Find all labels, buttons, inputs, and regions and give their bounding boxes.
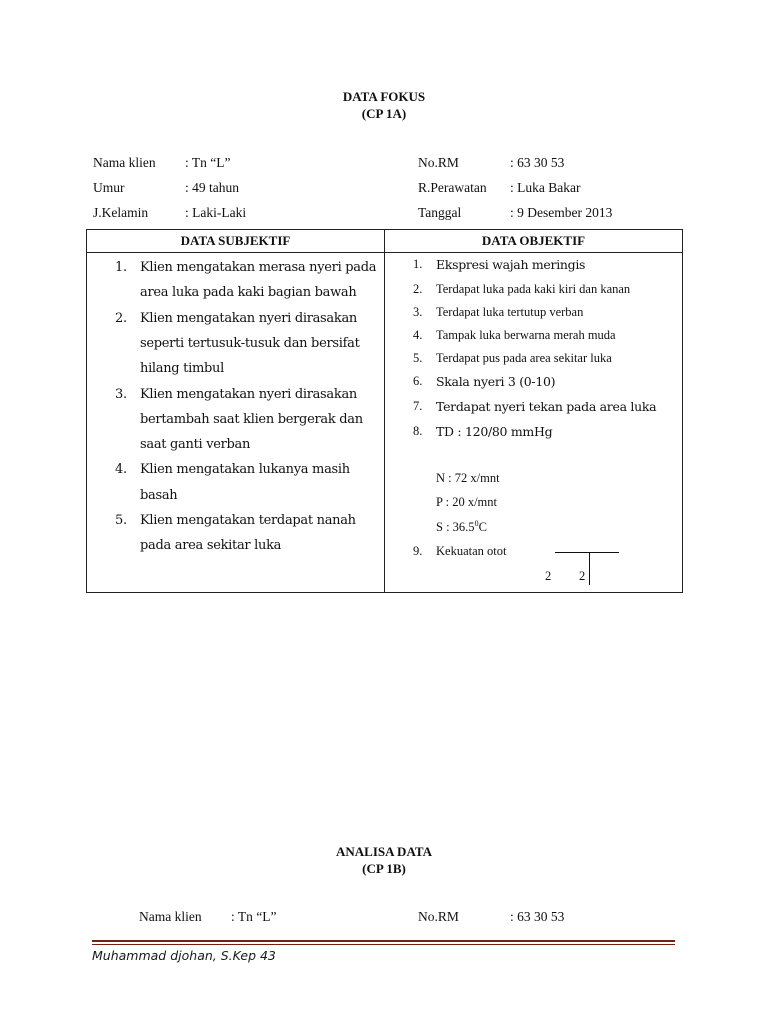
section2-subtitle: (CP 1B) (362, 861, 406, 876)
perawatan-value: : Luka Bakar (510, 180, 581, 195)
objektif-text: Terdapat pus pada area sekitar luka (436, 351, 612, 365)
objektif-num: 8. (413, 424, 423, 438)
subjektif-text: hilang timbul (140, 361, 224, 377)
objektif-num: 3. (413, 305, 423, 319)
subjektif-cell (87, 253, 385, 593)
subjektif-num: 2. (115, 310, 127, 326)
tanggal-label: Tanggal (418, 205, 462, 220)
norm-label: No.RM (418, 155, 459, 170)
page-subtitle: (CP 1A) (361, 106, 407, 121)
footer-rule-thick (92, 940, 675, 942)
objektif-text: Terdapat nyeri tekan pada area luka (436, 399, 657, 414)
subjektif-list (87, 253, 384, 592)
vital-n: N : 72 x/mnt (436, 471, 500, 485)
subjektif-text: Klien mengatakan nyeri dirasakan (140, 310, 357, 326)
umur-label: Umur (93, 180, 125, 195)
kekuatan-text: Kekuatan otot (436, 544, 507, 558)
vital-s-degree: 0 (474, 519, 479, 528)
objektif-text: Ekspresi wajah meringis (436, 257, 586, 272)
vital-p: P : 20 x/mnt (436, 495, 498, 509)
norm-value: : 63 30 53 (510, 155, 565, 170)
s2-norm-value: : 63 30 53 (510, 909, 565, 924)
footer-rule-thin (92, 944, 675, 945)
s2-norm-label: No.RM (418, 909, 459, 924)
objektif-text: Skala nyeri 3 (0-10) (436, 374, 556, 389)
data-table (86, 229, 683, 593)
nama-value: : Tn “L” (185, 155, 231, 170)
subjektif-num: 5. (115, 513, 127, 528)
objektif-cell (385, 253, 683, 593)
tanggal-value: : 9 Desember 2013 (510, 205, 613, 220)
kekuatan-vline (589, 552, 590, 585)
s2-nama-label: Nama klien (139, 909, 202, 924)
kelamin-value: : Laki-Laki (185, 205, 247, 220)
objektif-text: TD : 120/80 mmHg (436, 424, 553, 439)
objektif-num: 6. (413, 374, 423, 388)
header-objektif: DATA OBJEKTIF (385, 230, 683, 253)
kekuatan-right-value: 2 (579, 569, 586, 583)
vital-s-value: S : 36.5 (436, 520, 475, 535)
objektif-text: Terdapat luka pada kaki kiri dan kanan (436, 282, 631, 296)
kekuatan-hline (555, 552, 619, 553)
subjektif-num: 3. (115, 386, 127, 402)
page-title: DATA FOKUS (342, 89, 426, 104)
section2-title: ANALISA DATA (336, 844, 432, 859)
footer-author: Muhammad djohan, S.Kep 43 (92, 948, 276, 963)
header-subjektif: DATA SUBJEKTIF (87, 230, 385, 253)
perawatan-label: R.Perawatan (418, 180, 487, 195)
subjektif-text: basah (140, 487, 178, 503)
subjektif-text: bertambah saat klien bergerak dan (140, 411, 363, 427)
subjektif-text: Klien mengatakan merasa nyeri pada (140, 260, 377, 275)
subjektif-text: seperti tertusuk-tusuk dan bersifat (140, 335, 360, 351)
vital-s-unit: C (478, 520, 487, 535)
umur-value: : 49 tahun (185, 180, 239, 195)
subjektif-text: Klien mengatakan terdapat nanah (140, 513, 356, 528)
nama-label: Nama klien (93, 155, 156, 170)
objektif-list (385, 253, 682, 592)
kelamin-label: J.Kelamin (93, 205, 149, 220)
objektif-num: 1. (413, 257, 423, 271)
subjektif-text: Klien mengatakan lukanya masih (140, 462, 350, 478)
subjektif-text: saat ganti verban (140, 437, 251, 453)
subjektif-text: Klien mengatakan nyeri dirasakan (140, 386, 357, 402)
kekuatan-left-value: 2 (545, 569, 552, 583)
subjektif-num: 1. (115, 260, 127, 275)
subjektif-num: 4. (115, 462, 127, 478)
objektif-num: 7. (413, 399, 423, 413)
objektif-num: 2. (413, 282, 423, 296)
subjektif-text: area luka pada kaki bagian bawah (140, 285, 357, 301)
kekuatan-num: 9. (413, 544, 423, 558)
objektif-text: Tampak luka berwarna merah muda (436, 328, 616, 342)
objektif-num: 5. (413, 351, 423, 365)
objektif-num: 4. (413, 328, 423, 342)
objektif-text: Terdapat luka tertutup verban (436, 305, 584, 319)
vital-s (436, 519, 487, 535)
s2-nama-value: : Tn “L” (231, 909, 277, 924)
subjektif-text: pada area sekitar luka (140, 538, 282, 554)
